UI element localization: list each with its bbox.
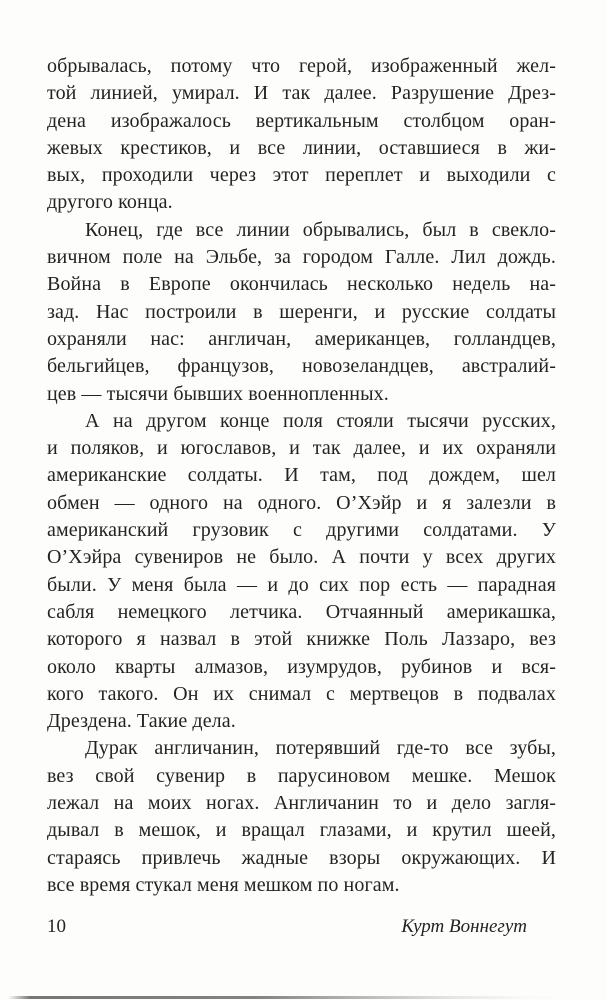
text-line: около кварты алмазов, изумрудов, рубинов и вся-	[47, 655, 556, 678]
text-line: Дрездена. Такие дела.	[47, 710, 236, 733]
text-line: О’Хэйра сувениров не было. А почти у всех других	[47, 546, 556, 569]
text-line: А на другом конце поля стояли тысячи русских,	[85, 409, 556, 432]
text-line: сабля немецкого летчика. Отчаянный америкашка,	[47, 600, 556, 623]
text-line: были. У меня была — и до сих пор есть — парадная	[47, 573, 556, 596]
text-line: Война в Европе окончилась несколько недель на-	[47, 273, 556, 296]
text-line: дена изображалось вертикальным столбцом оран-	[47, 109, 556, 132]
text-line: жевых крестиков, и все линии, оставшиеся в жи-	[47, 136, 556, 159]
paragraph	[47, 53, 556, 217]
text-line: вез свой сувенир в парусиновом мешке. Мешок	[47, 764, 556, 787]
text-line: обмен — одного на одного. О’Хэйр и я залезли в	[47, 491, 556, 514]
text-line: вых, проходили через этот переплет и выходили с	[47, 164, 556, 187]
text-line: и поляков, и югославов, и так далее, и их охраняли	[47, 437, 556, 460]
text-line: американские солдаты. И там, под дождем, шел	[47, 464, 556, 487]
scan-edge-artifact	[8, 996, 563, 999]
text-line: вичном поле на Эльбе, за городом Галле. Лил дождь.	[47, 246, 556, 269]
text-line: американский грузовик с другими солдатами. У	[47, 519, 556, 542]
text-line: которого я назвал в этой книжке Поль Лаззаро, вез	[47, 628, 556, 651]
text-line: обрывалась, потому что герой, изображенный жел-	[47, 55, 556, 77]
text-line: той линией, умирал. И так далее. Разрушение Дрез-	[47, 82, 556, 105]
page-footer	[47, 914, 560, 940]
text-line: зад. Нас построили в шеренги, и русские солдаты	[47, 300, 556, 323]
page-number: 10	[47, 916, 66, 937]
text-line: все время стукал меня мешком по ногам.	[47, 873, 400, 896]
running-footer-author: Курт Воннегут	[401, 916, 527, 937]
text-line: дывал в мешок, и вращал глазами, и крутил шеей,	[47, 819, 556, 842]
text-line: лежал на моих ногах. Англичанин то и дело загля-	[47, 792, 556, 815]
text-block	[47, 53, 556, 899]
text-line: Конец, где все линии обрывались, был в свекло-	[85, 218, 556, 241]
paragraph	[47, 217, 556, 408]
text-line: охраняли нас: англичан, американцев, голландцев,	[47, 327, 556, 350]
paragraph	[47, 408, 556, 736]
text-line: кого такого. Он их снимал с мертвецов в подвалах	[47, 682, 556, 705]
text-line: другого конца.	[47, 191, 173, 214]
text-line: цев — тысячи бывших военнопленных.	[47, 382, 389, 405]
text-line: стараясь привлечь жадные взоры окружающих. И	[47, 846, 556, 869]
text-line: бельгийцев, французов, новозеландцев, австралий-	[47, 355, 556, 378]
text-line: Дурак англичанин, потерявший где-то все зубы,	[85, 737, 556, 760]
paragraph	[47, 735, 556, 899]
